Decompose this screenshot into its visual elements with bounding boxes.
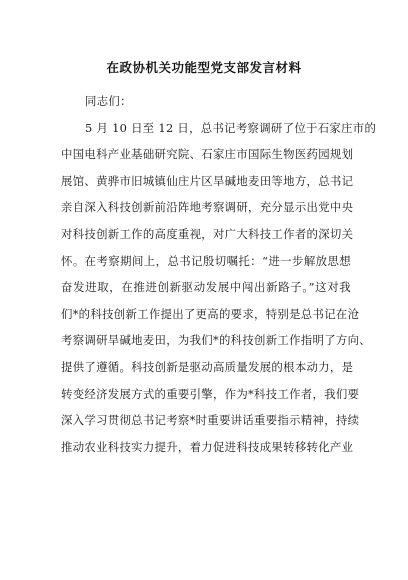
paragraph-line: 推动农业科技实力提升，着力促进科技成果转移转化产业	[61, 439, 354, 454]
paragraph-line: 5 月 10 日至 12 日，总书记考察调研了位于石家庄市的	[85, 120, 377, 135]
paragraph-line: 中国电科产业基础研究院、石家庄市国际生物医药园规划	[61, 147, 354, 162]
document-title: 在政协机关功能型党支部发言材料	[106, 60, 302, 75]
paragraph-line: 提供了遵循。科技创新是驱动高质量发展的根本动力，是	[61, 359, 354, 374]
salutation: 同志们：	[85, 94, 132, 108]
paragraph-line: 对科技创新工作的高度重视，对广大科技工作者的深切关	[61, 226, 354, 241]
paragraph-line: 展馆、黄骅市旧城镇仙庄片区旱碱地麦田等地方，总书记	[61, 173, 354, 188]
paragraph-line: 考察调研旱碱地麦田，为我们*的科技创新工作指明了方向、	[61, 333, 371, 348]
paragraph-line: 转变经济发展方式的重要引擎，作为*科技工作者，我们要	[61, 386, 360, 401]
paragraph-line: 怀。在考察期间上，总书记殷切嘱托：“进一步解放思想	[61, 253, 351, 268]
paragraph-line: 亲自深入科技创新前沿阵地考察调研，充分显示出党中央	[61, 200, 354, 215]
paragraph-line: 奋发进取，在推进创新驱动发展中闯出新路子。”这对我	[61, 280, 351, 295]
paragraph-line: 们*的科技创新工作提出了更高的要求，特别是总书记在沧	[61, 306, 360, 321]
paragraph-line: 深入学习贯彻总书记考察*时重要讲话重要指示精神，持续	[61, 413, 360, 428]
document-body	[61, 88, 377, 460]
